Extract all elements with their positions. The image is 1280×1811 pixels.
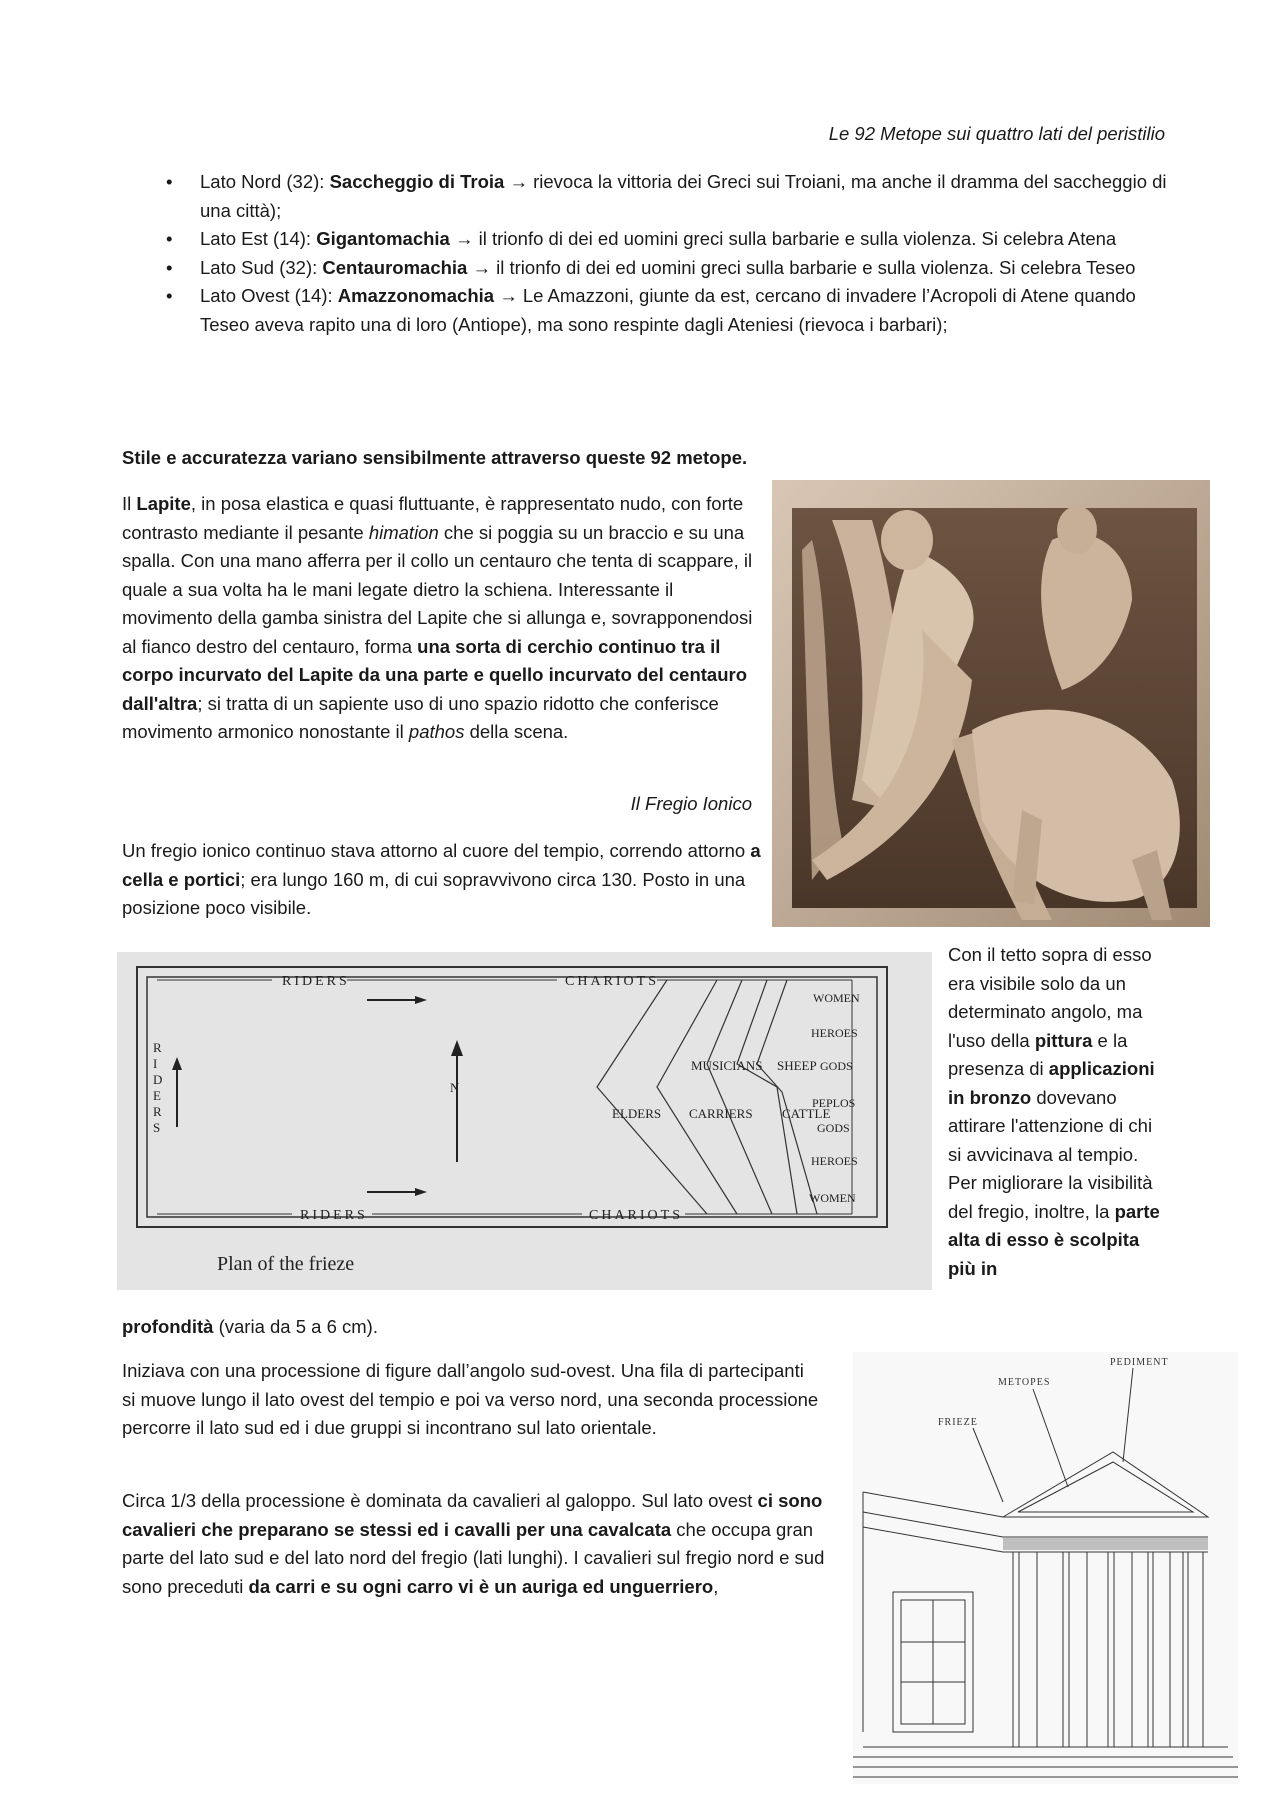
north-label: N — [450, 1080, 460, 1095]
pediment-label: PEDIMENT — [1110, 1357, 1169, 1368]
musicians-label: MUSICIANS — [691, 1058, 763, 1073]
list-item: • Lato Ovest (14): Amazzonomachia → Le Amazzoni, giunte da est, cercano di invadere l’Acropoli di Atene quando Teseo aveva rapito una di loro (Antiope), ma sono respinte dagli Ateniesi (rievoca i barbari); — [160, 282, 1170, 339]
east-label: WOMEN — [809, 1191, 856, 1205]
svg-text:R: R — [153, 1104, 162, 1119]
svg-text:D: D — [153, 1072, 163, 1087]
east-label: GODS — [820, 1059, 853, 1073]
east-label: GODS — [817, 1121, 850, 1135]
frieze-plan-diagram — [117, 952, 932, 1290]
chariots-bottom-label: CHARIOTS — [589, 1208, 684, 1223]
list-item: • Lato Nord (32): Saccheggio di Troia → rievoca la vittoria dei Greci sui Troiani, ma anche il dramma del saccheggio di una città); — [160, 168, 1170, 225]
svg-text:S: S — [153, 1120, 161, 1135]
svg-text:I: I — [153, 1056, 158, 1071]
frieze-label: FRIEZE — [938, 1417, 978, 1428]
circa-paragraph: Circa 1/3 della processione è dominata da cavalieri al galoppo. Sul lato ovest ci sono cavalieri che preparano se stessi ed i cavalli per una cavalcata che occupa gran parte del lato sud e del lato nord del fregio (lati lunghi). I cavalieri sul fregio nord e sud sono preceduti da carri e su ogni carro vi è un auriga ed unguerriero, — [122, 1490, 825, 1597]
east-label: HEROES — [811, 1026, 858, 1040]
east-label: PEPLOS — [812, 1096, 856, 1110]
style-statement: Stile e accuratezza variano sensibilmente attraverso queste 92 metope. — [122, 447, 748, 468]
lapite-paragraph: Il Lapite, in posa elastica e quasi fluttuante, è rappresentato nudo, con forte contrasto mediante il pesante himation che si poggia su un braccio e su una spalla. Con una mano afferra per il collo un centauro che tenta di scappare, il quale a sua volta ha le mani legate dietro la schiena. Interessante il movimento della gamba sinistra del Lapite che si allunga e, sovrapponendosi al fianco destro del centauro, forma una sorta di cerchio continuo tra il corpo incurvato del Lapite da una parte e quello incurvato del centauro dall'altra; si tratta di un sapiente uso di uno spazio ridotto che conferisce movimento armonico nonostante il pathos della scena. — [122, 493, 753, 742]
svg-text:E: E — [153, 1088, 161, 1103]
cattle-label: CATTLE — [782, 1106, 831, 1121]
tetto-paragraph: Con il tetto sopra di esso era visibile solo da un determinato angolo, ma l'uso della pittura e la presenza di applicazioni in bronzo dovevano attirare l'attenzione di chi si avvicinava al tempio. Per migliorare la visibilità del fregio, inoltre, la parte alta di esso è scolpita più in — [948, 944, 1160, 1279]
list-item: • Lato Sud (32): Centauromachia → il trionfo di dei ed uomini greci sulla barbarie e sulla violenza. Si celebra Teseo — [160, 254, 1170, 283]
section-title: Le 92 Metope sui quattro lati del peristilio — [828, 123, 1165, 144]
riders-top-label: RIDERS — [282, 974, 350, 989]
metope-list — [160, 168, 1170, 339]
fregio-paragraph: Un fregio ionico continuo stava attorno al cuore del tempio, correndo attorno a cella e portici; era lungo 160 m, di cui sopravvivono circa 130. Posto in una posizione poco visibile. — [122, 840, 761, 918]
east-label: WOMEN — [813, 991, 860, 1005]
metopes-label: METOPES — [998, 1377, 1051, 1388]
iniziava-paragraph: Iniziava con una processione di figure dall’angolo sud-ovest. Una fila di partecipanti si muove lungo il lato ovest del tempio e poi va verso nord, una seconda processione percorre il lato sud ed i due gruppi si incontrano sul lato orientale. — [122, 1360, 819, 1438]
metope-relief-image — [772, 480, 1210, 927]
east-label: HEROES — [811, 1154, 858, 1168]
temple-drawing — [853, 1352, 1238, 1784]
profondita-line: profondità (varia da 5 a 6 cm). — [122, 1316, 378, 1337]
riders-bottom-label: RIDERS — [300, 1208, 368, 1223]
sheep-label: SHEEP — [777, 1058, 817, 1073]
plan-caption: Plan of the frieze — [217, 1253, 355, 1275]
list-item: • Lato Est (14): Gigantomachia → il trionfo di dei ed uomini greci sulla barbarie e sulla violenza. Si celebra Atena — [160, 225, 1170, 254]
elders-label: ELDERS — [612, 1106, 662, 1121]
carriers-label: CARRIERS — [689, 1106, 753, 1121]
svg-text:R: R — [153, 1040, 162, 1055]
fregio-title: Il Fregio Ionico — [630, 793, 752, 814]
chariots-top-label: CHARIOTS — [565, 974, 660, 989]
